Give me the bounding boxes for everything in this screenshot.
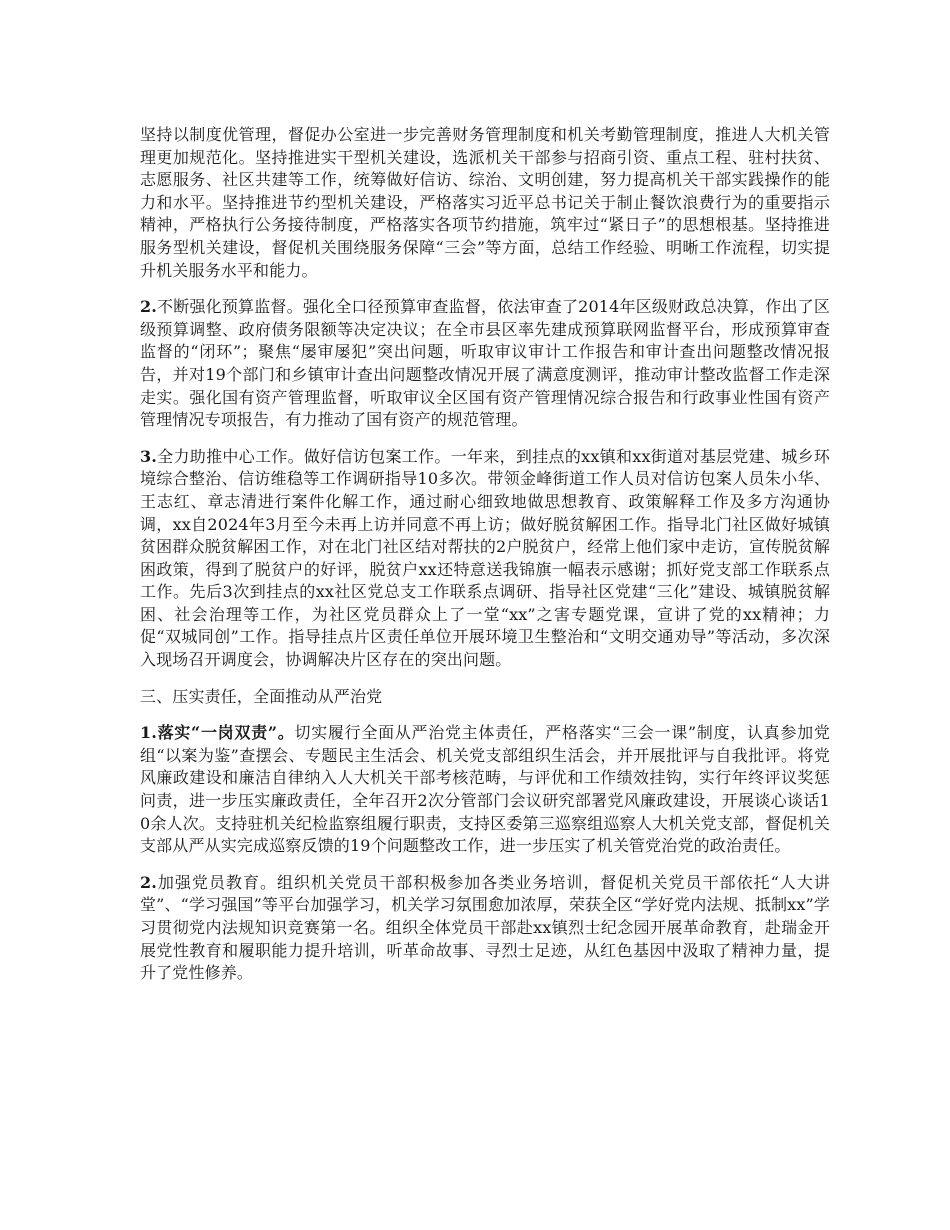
section-heading-text: 三、压实责任，全面推动从严治党 (140, 686, 383, 706)
paragraph-dual-responsibility (140, 722, 830, 858)
paragraph-gap (140, 432, 830, 446)
paragraph-institutional-management (140, 124, 830, 282)
paragraph-gap (140, 672, 830, 686)
paragraph-text: 全力助推中心工作。做好信访包案工作。一年来，到挂点的xx镇和xx街道对基层党建、城乡环境综合整治、信访维稳等工作调研指导10多次。带领金峰街道工作人员对信访包案人员朱小华、王志红、章志清进行案件化解工作，通过耐心细致地做思想教育、政策解释工作及多方沟通协调，xx自2024年3月至今未再上访并同意不再上访；做好脱贫解困工作。指导北门社区做好城镇贫困群众脱贫解困工作，对在北门社区结对帮扶的2户脱贫户，经常上他们家中走访，宣传脱贫解困政策，得到了脱贫户的好评，脱贫户xx还特意送我锦旗一幅表示感谢；抓好党支部工作联系点工作。先后3次到挂点的xx社区党总支工作联系点调研、指导社区党建“三化”建设、城镇脱贫解困、社会治理等工作，为社区党员群众上了一堂“xx”之害专题党课，宣讲了党的xx精神；力促“双城同创”工作。指导挂点片区责任单位开展环境卫生整治和“文明交通劝导”等活动，多次深入现场召开调度会，协调解决片区存在的突出问题。 (140, 446, 830, 670)
paragraph-gap (140, 282, 830, 296)
paragraph-party-education (140, 872, 830, 985)
paragraph-text: 加强党员教育。组织机关党员干部积极参加各类业务培训，督促机关党员干部依托“人大讲堂”、“学习强国”等平台加强学习，机关学习氛围愈加浓厚，荣获全区“学好党内法规、抵制xx”学习贯彻党内法规知识竞赛第一名。组织全体党员干部赴xx镇烈士纪念园开展革命教育，赴瑞金开展党性教育和履职能力提升培训，听革命故事、寻烈士足迹，从红色基因中汲取了精神力量，提升了党性修养。 (140, 872, 830, 983)
paragraph-budget-supervision (140, 296, 830, 432)
item-number: 2. (140, 297, 158, 317)
paragraph-gap (140, 708, 830, 722)
paragraph-central-work (140, 446, 830, 672)
document-body (140, 124, 830, 985)
section-heading (140, 686, 830, 709)
item-number: 1. (140, 723, 158, 743)
item-number: 3. (140, 446, 158, 466)
paragraph-gap (140, 858, 830, 872)
paragraph-text: 不断强化预算监督。强化全口径预算审查监督，依法审查了2014年区级财政总决算，作出了区级预算调整、政府债务限额等决定决议；在全市县区率先建成预算联网监督平台，形成预算审查监督的“闭环”；聚焦“屡审屡犯”突出问题，听取审议审计工作报告和审计查出问题整改情况报告，并对19个部门和乡镇审计查出问题整改情况开展了满意度测评，推动审计整改监督工作走深走实。强化国有资产管理监督，听取审议全区国有资产管理情况综合报告和行政事业性国有资产管理情况专项报告，有力推动了国有资产的规范管理。 (140, 297, 830, 430)
item-number: 2. (140, 872, 158, 892)
paragraph-text: 坚持以制度优管理，督促办公室进一步完善财务管理制度和机关考勤管理制度，推进人大机关管理更加规范化。坚持推进实干型机关建设，选派机关干部参与招商引资、重点工程、驻村扶贫、志愿服务、社区共建等工作，统筹做好信访、综治、文明创建，努力提高机关干部实践操作的能力和水平。坚持推进节约型机关建设，严格落实习近平总书记关于制止餐饮浪费行为的重要指示精神，严格执行公务接待制度，严格落实各项节约措施，筑牢过“紧日子”的思想根基。坚持推进服务型机关建设，督促机关围绕服务保障“三会”等方面，总结工作经验、明晰工作流程，切实提升机关服务水平和能力。 (140, 125, 830, 280)
paragraph-text: 切实履行全面从严治党主体责任，严格落实“三会一课”制度，认真参加党组“以案为鉴”查摆会、专题民主生活会、机关党支部组织生活会，并开展批评与自我批评。将党风廉政建设和廉洁自律纳入人大机关干部考核范畴，与评优和工作绩效挂钩，实行年终评议奖惩问责，进一步压实廉政责任，全年召开2次分管部门会议研究部署党风廉政建设，开展谈心谈话10余人次。支持驻机关纪检监察组履行职责，支持区委第三巡察组巡察人大机关党支部，督促机关支部从严从实完成巡察反馈的19个问题整改工作，进一步压实了机关管党治党的政治责任。 (140, 723, 830, 856)
paragraph-lead: 落实“一岗双责”。 (157, 723, 295, 743)
